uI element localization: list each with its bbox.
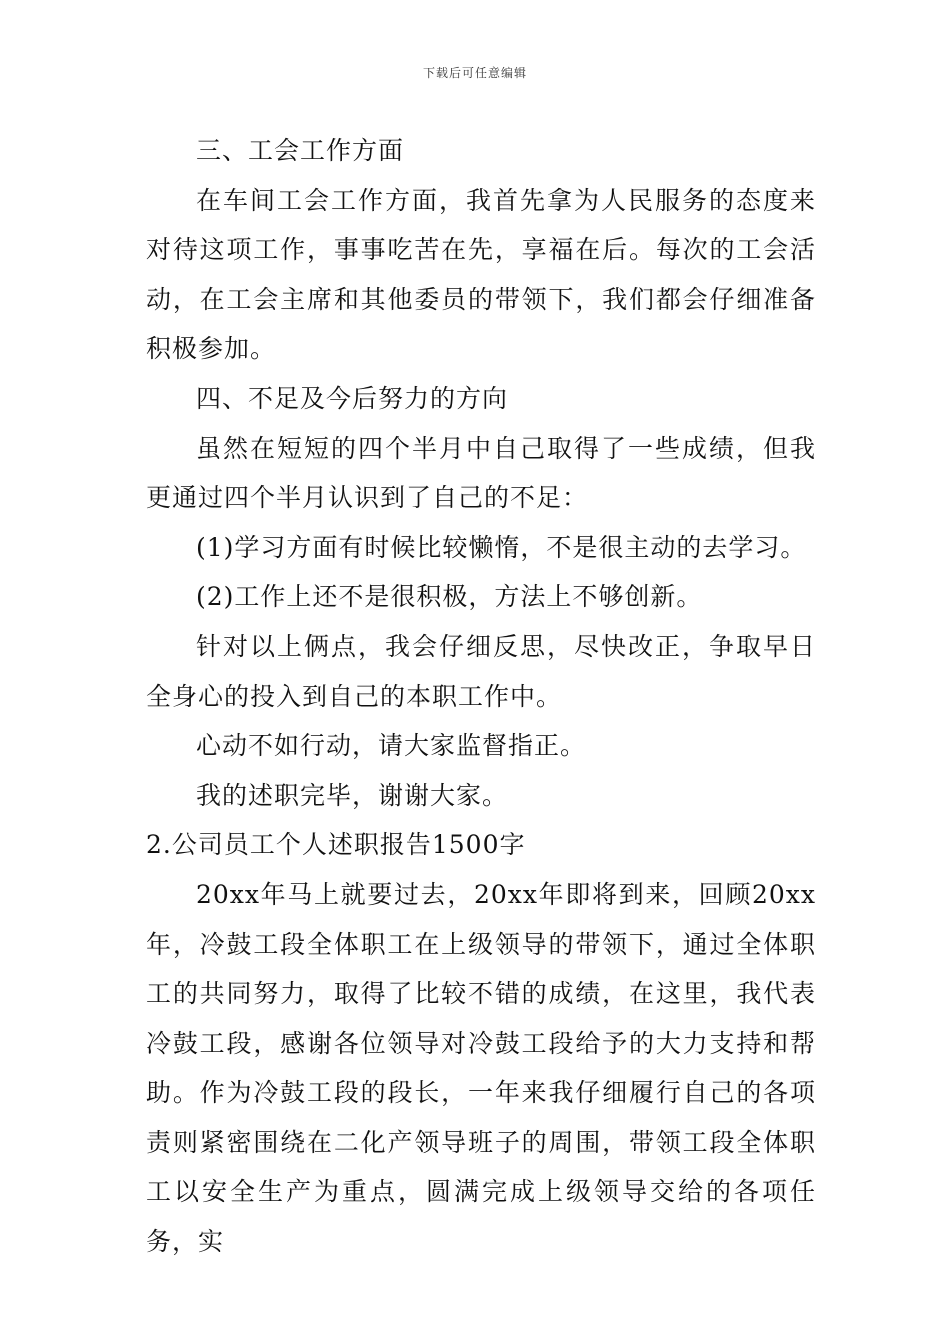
page-header: 下载后可任意编辑 <box>422 66 527 80</box>
document-body <box>146 126 816 1267</box>
section-heading-shortcomings: 四、不足及今后努力的方向 <box>196 383 509 413</box>
paragraph-closing: 我的述职完毕，谢谢大家。 <box>196 780 509 810</box>
section-title-report-2: 2.公司员工个人述职报告1500字 <box>146 830 526 860</box>
paragraph-union-work: 在车间工会工作方面，我首先拿为人民服务的态度来对待这项工作，事事吃苦在先，享福在后。每次的工会活动，在工会主席和其他委员的带领下，我们都会仔细准备积极参加。 <box>146 185 816 364</box>
paragraph-report-2-intro: 20xx年马上就要过去，20xx年即将到来，回顾20xx年，冷鼓工段全体职工在上级领导的带领下，通过全体职工的共同努力，取得了比较不错的成绩，在这里，我代表冷鼓工段，感谢各位领导对冷鼓工段给予的大力支持和帮助。作为冷鼓工段的段长，一年来我仔细履行自己的各项责则紧密围绕在二化产领导班子的周围，带领工段全体职工以安全生产为重点，圆满完成上级领导交给的各项任务，实 <box>146 879 816 1257</box>
paragraph-action: 心动不如行动，请大家监督指正。 <box>196 731 587 761</box>
section-heading-union-work: 三、工会工作方面 <box>196 136 405 165</box>
paragraph-shortcomings-intro: 虽然在短短的四个半月中自己取得了一些成绩，但我更通过四个半月认识到了自己的不足： <box>146 433 816 513</box>
list-item-1: (1)学习方面有时候比较懒惰，不是很主动的去学习。 <box>196 532 807 562</box>
list-item-2: (2)工作上还不是很积极，方法上不够创新。 <box>196 582 703 612</box>
paragraph-improvement: 针对以上俩点，我会仔细反思，尽快改正，争取早日全身心的投入到自己的本职工作中。 <box>146 631 816 711</box>
